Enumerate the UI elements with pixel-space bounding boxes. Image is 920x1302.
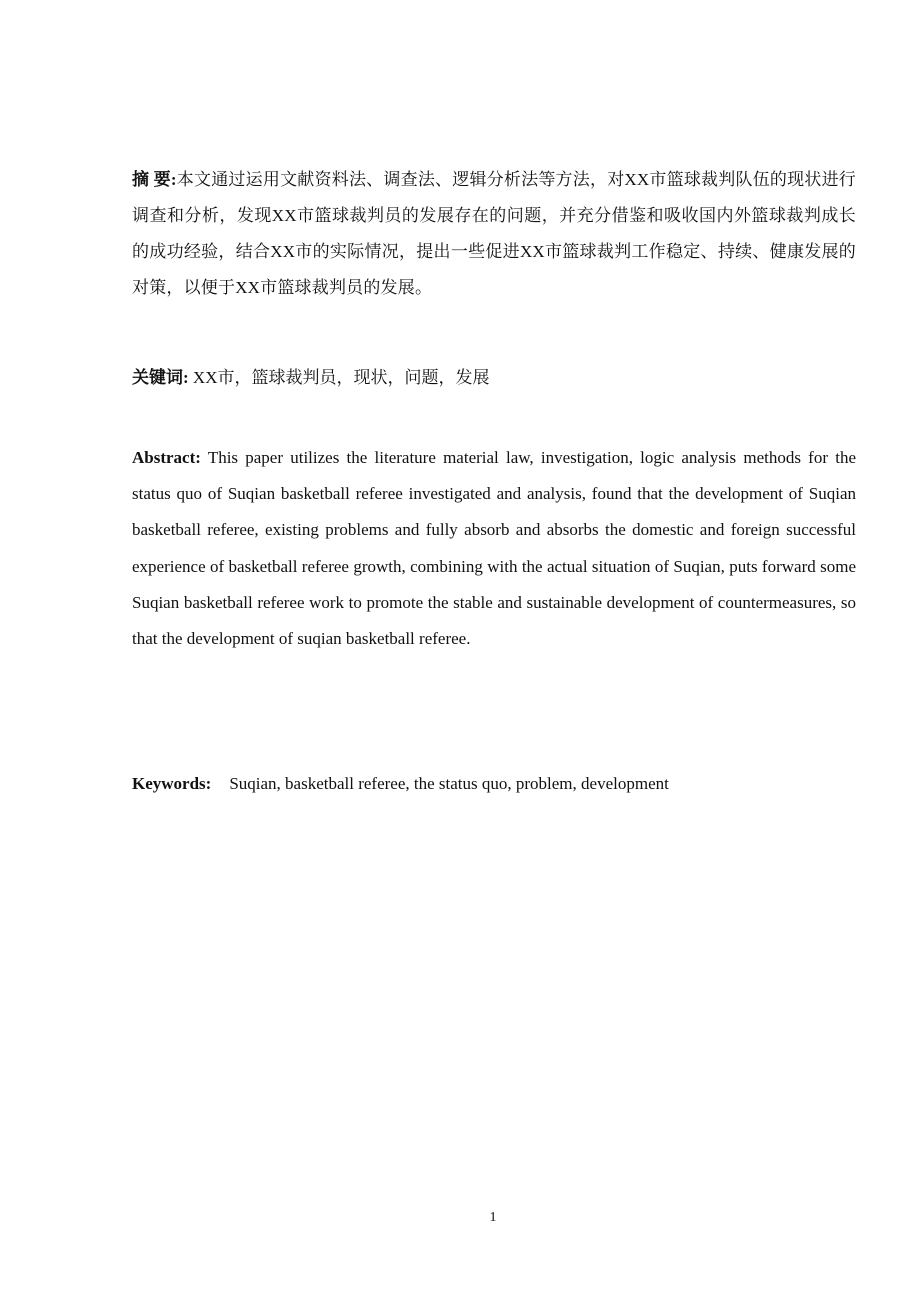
english-keywords <box>132 770 856 798</box>
chinese-abstract <box>132 162 856 306</box>
english-abstract-label: Abstract: <box>132 448 201 467</box>
english-keywords-label: Keywords: <box>132 774 212 793</box>
chinese-keywords-text: XX市，篮球裁判员，现状，问题，发展 <box>188 368 490 387</box>
chinese-keywords <box>132 364 856 392</box>
chinese-keywords-label: 关键词: <box>132 368 189 387</box>
chinese-abstract-label: 摘 要: <box>132 170 177 189</box>
chinese-abstract-text: 本文通过运用文献资料法、调查法、逻辑分析法等方法，对XX市篮球裁判队伍的现状进行调查和分析，发现XX市篮球裁判员的发展存在的问题，并充分借鉴和吸收国内外篮球裁判成长的成功经验，结合XX市的实际情况，提出一些促进XX市篮球裁判工作稳定、持续、健康发展的对策，以便于XX市篮球裁判员的发展。 <box>132 170 856 297</box>
page-number: 1 <box>489 1210 497 1225</box>
english-abstract <box>132 440 856 657</box>
english-abstract-text: This paper utilizes the literature material law, investigation, logic analysis methods for the status quo of Suqian basketball referee investigated and analysis, found that the development of Suqian basketball referee, existing problems and fully absorb and absorbs the domestic and foreign successful experience of basketball referee growth, combining with the actual situation of Suqian, puts forward some Suqian basketball referee work to promote the stable and sustainable development of countermeasures, so that the development of suqian basketball referee. <box>132 448 856 649</box>
english-keywords-text: Suqian, basketball referee, the status quo, problem, development <box>229 774 669 793</box>
